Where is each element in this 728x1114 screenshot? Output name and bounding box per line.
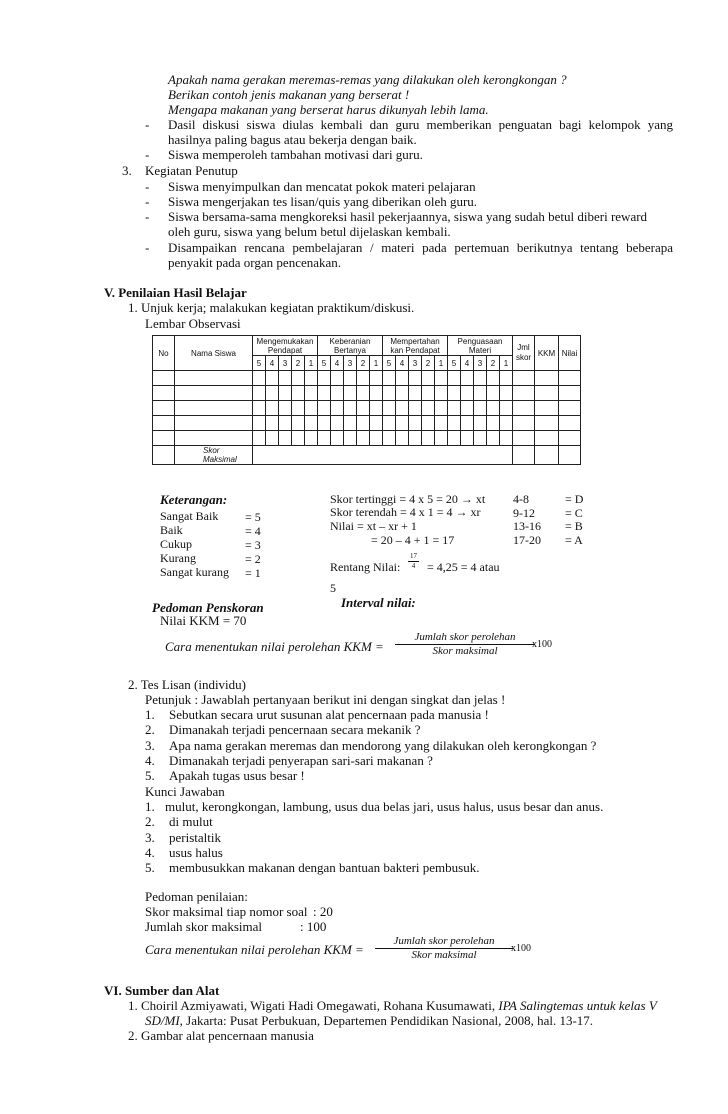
reference-2: 2. Gambar alat pencernaan manusia	[128, 1028, 314, 1043]
skor-tertinggi: Skor tertinggi = 4 x 5 = 20 → xt	[330, 492, 486, 506]
score-header: 2	[292, 356, 305, 371]
nilai-result: = 20 – 4 + 1 = 17	[371, 533, 455, 547]
range-value: 13-16	[513, 519, 541, 533]
keterangan-label: Sangat Baik	[160, 509, 219, 523]
question-number: 4.	[145, 752, 155, 768]
question-number: 3.	[145, 737, 155, 753]
score-header: 5	[253, 356, 266, 371]
range-grade: = C	[565, 505, 583, 520]
kkm-fraction: Jumlah skor perolehan Skor maksimal	[395, 631, 535, 658]
skor-nomor-label: Skor maksimal tiap nomor soal	[145, 904, 308, 919]
keterangan-value: = 1	[245, 566, 261, 580]
keterangan-label: Cukup	[160, 537, 193, 551]
answer-number: 5.	[145, 860, 155, 876]
pedoman-penilaian: Pedoman penilaian:	[145, 889, 248, 904]
score-header: 2	[487, 356, 500, 371]
table-row	[153, 431, 581, 446]
score-header: 4	[331, 356, 344, 371]
score-header: 5	[318, 356, 331, 371]
list-item: 1. Unjuk kerja; malakukan kegiatan praktikum/diskusi.	[128, 300, 415, 315]
col-group: Mengemukakan Pendapat	[253, 336, 318, 356]
pedoman-title: Pedoman Penskoran	[152, 600, 264, 615]
score-header: 4	[461, 356, 474, 371]
question-text: Apakah tugas usus besar !	[169, 768, 305, 784]
range-value: 9-12	[513, 505, 535, 520]
question-2: Berikan contoh jenis makanan yang berserat !	[168, 87, 410, 102]
skor-nomor-value: : 20	[313, 904, 333, 919]
score-header: 5	[448, 356, 461, 371]
score-header: 2	[357, 356, 370, 371]
table-row	[153, 371, 581, 386]
bullet-text: hasilnya paling bagus atau bekerja dengan baik.	[168, 132, 417, 147]
keterangan-value: = 2	[245, 552, 261, 566]
bullet-dash: -	[145, 209, 150, 224]
list-number: 3.	[122, 163, 132, 178]
answer-text: membusukkan makanan dengan bantuan bakteri pembusuk.	[169, 860, 480, 876]
question-text: Sebutkan secara urut susunan alat pencernaan pada manusia !	[169, 707, 489, 722]
score-header: 1	[435, 356, 448, 371]
score-header: 5	[383, 356, 396, 371]
col-nama: Nama Siswa	[175, 336, 253, 371]
section-title: V. Penilaian Hasil Belajar	[104, 285, 247, 300]
keterangan-value: = 5	[245, 510, 261, 524]
kkm-fraction-2: Jumlah skor perolehan Skor maksimal	[375, 935, 513, 962]
score-header: 4	[396, 356, 409, 371]
rentang-five: 5	[330, 581, 336, 595]
bullet-dash: -	[145, 117, 150, 132]
range-value: 17-20	[513, 532, 541, 547]
score-header: 1	[500, 356, 513, 371]
table-caption: Lembar Observasi	[145, 316, 241, 331]
range-grade: = B	[565, 519, 583, 533]
skor-terendah: Skor terendah = 4 x 1 = 4 → xr	[330, 505, 481, 519]
rentang-value: = 4,25 = 4 atau	[427, 560, 500, 574]
score-header: 3	[409, 356, 422, 371]
question-text: Dimanakah terjadi penyerapan sari-sari makanan ?	[169, 752, 433, 768]
bullet-dash: -	[145, 194, 150, 209]
question-text: Apa nama gerakan meremas dan mendorong yang dilakukan oleh kerongkongan ?	[169, 737, 597, 753]
subsection-title: Kegiatan Penutup	[145, 163, 238, 178]
score-header: 4	[266, 356, 279, 371]
kkm-multiplier: x100	[532, 639, 552, 650]
col-jml: Jml skor	[513, 336, 535, 371]
bullet-text: oleh guru, siswa yang belum betul dijelaskan kembali.	[168, 224, 451, 239]
score-header: 3	[279, 356, 292, 371]
answer-text: peristaltik	[169, 829, 221, 845]
bullet-text: Siswa mengerjakan tes lisan/quis yang diberikan oleh guru.	[168, 194, 478, 209]
bullet-text: Disampaikan rencana pembelajaran / materi pada pertemuan berikutnya tentang beberapa	[168, 240, 673, 255]
keterangan-value: = 3	[245, 538, 261, 552]
table-row	[153, 401, 581, 416]
range-grade: = D	[565, 492, 584, 506]
answer-text: usus halus	[169, 844, 223, 860]
skor-maksimal-label: Skor Maksimal	[175, 446, 253, 465]
answer-number: 2.	[145, 814, 155, 830]
cara-kkm: Cara menentukan nilai perolehan KKM =	[165, 639, 384, 654]
answer-number: 1.	[145, 799, 155, 814]
reference-1-cont: SD/MI, Jakarta: Pusat Perbukuan, Departemen Pendidikan Nasional, 2008, hal. 13-17.	[145, 1013, 594, 1028]
answer-number: 4.	[145, 844, 155, 860]
col-nilai: Nilai	[559, 336, 581, 371]
col-group: Keberanian Bertanya	[318, 336, 383, 356]
bullet-text: Siswa menyimpulkan dan mencatat pokok materi pelajaran	[168, 179, 476, 194]
nilai-formula: Nilai = xt – xr + 1	[330, 519, 417, 533]
interval-title: Interval nilai:	[341, 595, 416, 610]
score-header: 1	[305, 356, 318, 371]
score-header: 3	[344, 356, 357, 371]
list-item: 2. Tes Lisan (individu)	[128, 677, 247, 692]
kunci-title: Kunci Jawaban	[145, 784, 225, 799]
cara-kkm-2: Cara menentukan nilai perolehan KKM =	[145, 942, 364, 957]
jumlah-label: Jumlah skor maksimal	[145, 919, 262, 934]
petunjuk: Petunjuk : Jawablah pertanyaan berikut ini dengan singkat dan jelas !	[145, 692, 506, 707]
bullet-text: Siswa bersama-sama mengkoreksi hasil pekerjaannya, siswa yang sudah betul diberi reward	[168, 209, 648, 224]
keterangan-value: = 4	[245, 524, 261, 538]
score-header: 3	[474, 356, 487, 371]
jumlah-value: : 100	[300, 919, 327, 934]
col-group: Penguasaan Materi	[448, 336, 513, 356]
observation-table	[152, 335, 581, 465]
bullet-text: Siswa memperoleh tambahan motivasi dari guru.	[168, 147, 423, 162]
answer-text: mulut, kerongkongan, lambung, usus dua belas jari, usus halus, usus besar dan anus.	[165, 799, 604, 814]
range-value: 4-8	[513, 492, 529, 506]
answer-text: di mulut	[169, 814, 213, 830]
bullet-text: Dasil diskusi siswa diulas kembali dan guru memberikan penguatan bagi kelompok yang	[168, 117, 673, 132]
range-grade: = A	[565, 532, 583, 547]
col-no: No	[153, 336, 175, 371]
bullet-dash: -	[145, 147, 150, 162]
keterangan-label: Sangat kurang	[160, 565, 229, 579]
keterangan-title: Keterangan:	[160, 492, 228, 507]
section-title: VI. Sumber dan Alat	[104, 983, 220, 998]
question-number: 1.	[145, 707, 155, 722]
question-number: 5.	[145, 768, 155, 784]
rentang-label: Rentang Nilai:	[330, 560, 401, 574]
score-header: 2	[422, 356, 435, 371]
nilai-kkm: Nilai KKM = 70	[160, 613, 247, 628]
question-text: Dimanakah terjadi pencernaan secara mekanik ?	[169, 722, 421, 738]
bullet-text: penyakit pada organ pencenakan.	[168, 255, 342, 270]
table-row	[153, 416, 581, 431]
bullet-dash: -	[145, 179, 150, 194]
col-group: Mempertahan kan Pendapat	[383, 336, 448, 356]
table-row	[153, 386, 581, 401]
question-number: 2.	[145, 722, 155, 738]
score-header: 1	[370, 356, 383, 371]
question-3: Mengapa makanan yang berserat harus dikunyah lebih lama.	[168, 102, 489, 117]
rentang-fraction: $\frac{17}{4}$	[410, 552, 417, 570]
bullet-dash: -	[145, 240, 150, 255]
reference-1: 1. Choiril Azmiyawati, Wigati Hadi Omegawati, Rohana Kusumawati, IPA Salingtemas untuk kelas V	[128, 998, 657, 1013]
keterangan-label: Baik	[160, 523, 183, 537]
answer-number: 3.	[145, 829, 155, 845]
question-1: Apakah nama gerakan meremas-remas yang dilakukan oleh kerongkongan ?	[168, 72, 567, 87]
kkm-multiplier-2: x100	[511, 943, 531, 954]
keterangan-label: Kurang	[160, 551, 196, 565]
col-kkm: KKM	[535, 336, 559, 371]
